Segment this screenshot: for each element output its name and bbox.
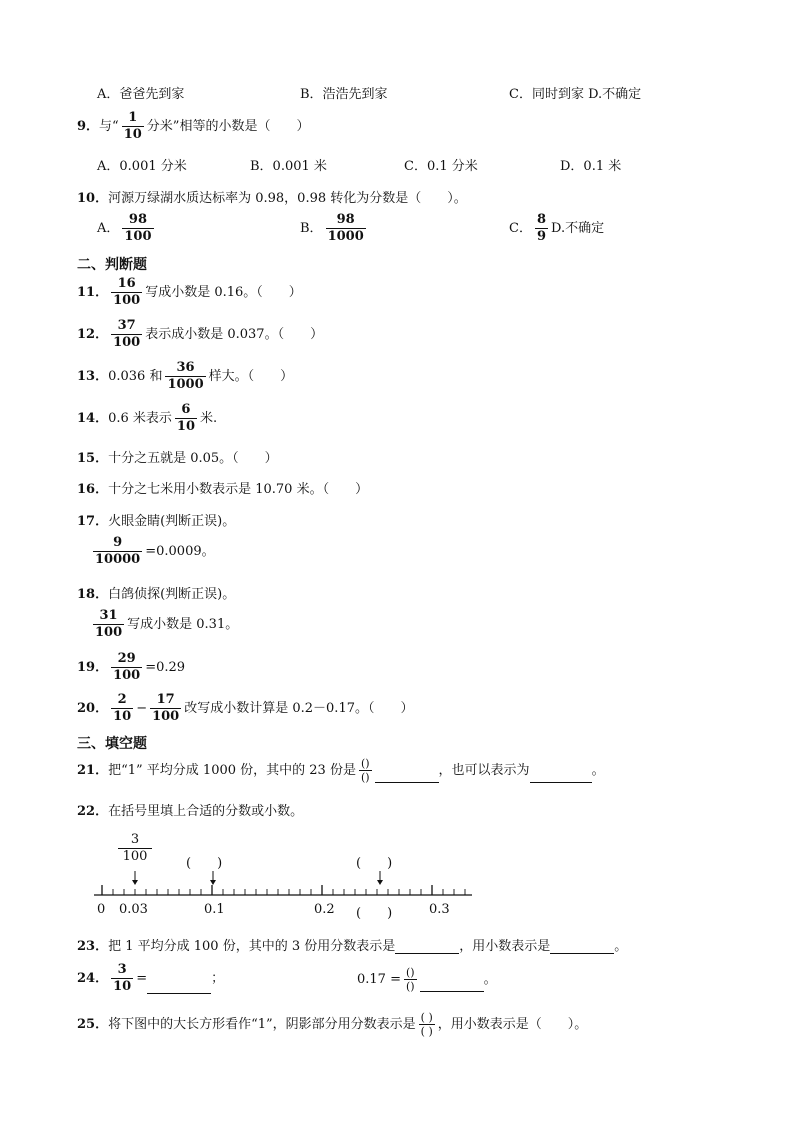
numerator: 1 — [128, 110, 138, 125]
question-text: ，也可以表示为 — [438, 763, 530, 778]
question-text: 把 1 平均分成 100 份，其中的 3 份用分数表示是 — [108, 939, 396, 954]
question-22 — [77, 800, 303, 819]
question-text: 表示成小数是 0.037。（ ） — [145, 327, 324, 342]
statement-text: 写成小数是 0.31。 — [127, 617, 239, 632]
numerator: () — [405, 966, 415, 979]
question-text: 0.6 米表示 — [108, 411, 172, 426]
numerator: 98 — [128, 212, 147, 227]
question-text: 改写成小数计算是 0.2－0.17。（ ） — [184, 701, 414, 716]
question-number: 10． — [77, 191, 109, 206]
question-text: 白鸽侦探(判断正误)。 — [108, 587, 236, 602]
question-text: 在括号里填上合适的分数或小数。 — [108, 804, 304, 819]
denominator: ( ) — [420, 1025, 433, 1038]
option-label: C． — [509, 221, 532, 236]
numberline-label-0-3: 0.3 — [429, 902, 450, 917]
denominator: 100 — [118, 848, 152, 864]
q10-option-c — [509, 213, 604, 244]
question-18-statement — [90, 609, 238, 640]
denominator: () — [405, 980, 415, 993]
numberline-label-0-1: 0.1 — [204, 902, 225, 917]
question-17-statement — [90, 536, 215, 567]
q9-option-b: B．0.001 米 — [250, 159, 327, 174]
denominator: 10000 — [95, 552, 141, 567]
option-label: B． — [300, 221, 323, 236]
fraction — [165, 361, 205, 392]
option-label: A． — [97, 221, 120, 236]
fraction-blank — [359, 758, 372, 783]
question-text: 。 — [591, 763, 605, 778]
fraction — [111, 319, 142, 350]
answer-blank[interactable] — [530, 768, 592, 783]
question-10 — [77, 187, 467, 206]
question-14 — [77, 403, 217, 434]
question-24-left — [77, 963, 224, 994]
question-number: 13． — [77, 369, 109, 384]
question-text: ，用小数表示是 — [459, 939, 551, 954]
question-number: 19． — [77, 660, 109, 675]
numerator: 17 — [156, 692, 175, 707]
numerator: 29 — [117, 651, 136, 666]
q9-option-d: D．0.1 米 — [560, 159, 622, 174]
question-23 — [77, 935, 627, 954]
numerator: ( ) — [420, 1011, 433, 1024]
denominator: 1000 — [327, 229, 364, 244]
question-number: 14． — [77, 411, 109, 426]
option-text: D.不确定 — [551, 221, 605, 236]
question-9 — [77, 111, 309, 142]
question-number: 15． — [77, 451, 109, 466]
question-number: 17． — [77, 514, 109, 529]
numerator: 6 — [181, 402, 191, 417]
question-text: 0.036 和 — [108, 369, 163, 384]
question-text: 把“1” 平均分成 1000 份，其中的 23 份是 — [108, 763, 356, 778]
fraction — [93, 536, 142, 567]
answer-blank[interactable] — [550, 939, 614, 954]
question-text: ，用小数表示是（ ）。 — [437, 1017, 588, 1032]
arrow-head — [210, 880, 216, 885]
answer-blank[interactable] — [420, 977, 484, 992]
question-number: 21． — [77, 763, 109, 778]
q8-option-c: C．同时到家 D.不确定 — [509, 87, 642, 102]
operator: − — [136, 701, 148, 716]
question-number: 18． — [77, 587, 109, 602]
answer-blank[interactable] — [375, 768, 439, 783]
statement-text: =0.0009。 — [145, 544, 215, 559]
question-19 — [77, 652, 185, 683]
numberline-label-0: 0 — [97, 902, 106, 917]
numberline-paren-1: ( ) — [186, 856, 223, 871]
question-25 — [77, 1012, 587, 1037]
denominator: 9 — [536, 229, 546, 244]
denominator: 100 — [113, 293, 141, 308]
denominator: 1000 — [167, 377, 204, 392]
numerator: () — [360, 757, 370, 770]
question-number: 25． — [77, 1017, 109, 1032]
question-number: 22． — [77, 804, 109, 819]
numerator: 3 — [130, 832, 140, 847]
fraction — [122, 213, 153, 244]
question-number: 20． — [77, 701, 109, 716]
question-21 — [77, 758, 605, 783]
question-text: 将下图中的大长方形看作“1”，阴影部分用分数表示是 — [108, 1017, 416, 1032]
numberline-label-0-2: 0.2 — [314, 902, 335, 917]
numerator: 2 — [117, 692, 127, 707]
denominator: 100 — [113, 668, 141, 683]
q9-option-c: C．0.1 分米 — [404, 159, 478, 174]
denominator: () — [360, 771, 370, 784]
fraction — [111, 693, 133, 724]
denominator: 10 — [176, 419, 195, 434]
question-number: 12． — [77, 327, 109, 342]
question-number: 16． — [77, 482, 109, 497]
q9-option-a: A．0.001 分米 — [97, 159, 187, 174]
numerator: 98 — [336, 212, 355, 227]
denominator: 100 — [124, 229, 152, 244]
number-line-ticks — [102, 885, 465, 895]
question-number: 9． — [77, 119, 100, 134]
denominator: 10 — [113, 709, 132, 724]
fraction — [93, 609, 124, 640]
question-17 — [77, 510, 235, 529]
equals-sign: = — [136, 971, 148, 986]
numberline-top-fraction — [118, 833, 152, 864]
question-text: 0.17 = — [357, 972, 401, 987]
denominator: 100 — [152, 709, 180, 724]
numerator: 3 — [117, 962, 127, 977]
section-heading-fill-in: 三、填空题 — [77, 736, 147, 752]
question-text: 十分之五就是 0.05。（ ） — [108, 451, 278, 466]
numberline-label-0-03: 0.03 — [119, 902, 148, 917]
numerator: 16 — [117, 276, 136, 291]
fraction — [111, 652, 142, 683]
question-11 — [77, 277, 302, 308]
question-13 — [77, 361, 293, 392]
numerator: 37 — [117, 318, 136, 333]
fraction — [535, 213, 548, 244]
q10-option-b — [300, 213, 369, 244]
answer-blank[interactable] — [147, 979, 211, 994]
numerator: 9 — [113, 535, 123, 550]
arrow-head — [132, 880, 138, 885]
q8-option-b: B．浩浩先到家 — [300, 87, 388, 102]
q8-option-a: A．爸爸先到家 — [97, 87, 185, 102]
denominator: 10 — [113, 979, 132, 994]
question-text: 样大。（ ） — [208, 369, 294, 384]
fraction-blank — [404, 967, 417, 992]
question-text: 火眼金睛(判断正误)。 — [108, 514, 236, 529]
question-text: ； — [211, 971, 225, 986]
question-text: 。 — [614, 939, 628, 954]
question-text: 。 — [483, 972, 497, 987]
numberline-paren-bottom: ( ) — [356, 906, 393, 921]
numerator: 8 — [536, 212, 546, 227]
q10-option-a — [97, 213, 157, 244]
question-text: 写成小数是 0.16。（ ） — [145, 285, 302, 300]
fraction — [175, 403, 197, 434]
question-number: 24． — [77, 971, 109, 986]
denominator: 10 — [123, 127, 142, 142]
number-line — [90, 865, 480, 905]
denominator: 100 — [95, 625, 123, 640]
question-text: 十分之七米用小数表示是 10.70 米。（ ） — [108, 482, 369, 497]
fraction — [150, 693, 181, 724]
question-text: =0.29 — [145, 660, 186, 675]
fraction — [111, 963, 133, 994]
denominator: 100 — [113, 335, 141, 350]
section-heading-judgement: 二、判断题 — [77, 257, 147, 273]
numerator: 31 — [99, 608, 118, 623]
question-24-right — [357, 967, 497, 992]
answer-blank[interactable] — [395, 939, 459, 954]
fraction-blank — [419, 1012, 435, 1037]
numerator: 36 — [176, 360, 195, 375]
fraction — [326, 213, 366, 244]
question-text: 河源万绿湖水质达标率为 0.98，0.98 转化为分数是（ ）。 — [108, 191, 467, 206]
question-text: 与“ — [99, 119, 119, 134]
question-number: 11． — [77, 285, 109, 300]
fraction — [111, 277, 142, 308]
question-16 — [77, 478, 368, 497]
question-text: 分米”相等的小数是（ ） — [146, 119, 310, 134]
question-15 — [77, 447, 278, 466]
question-20 — [77, 693, 414, 724]
numberline-paren-2: ( ) — [356, 856, 393, 871]
question-12 — [77, 319, 323, 350]
fraction — [122, 111, 144, 142]
question-number: 23． — [77, 939, 109, 954]
arrow-head — [377, 880, 383, 885]
question-18 — [77, 583, 235, 602]
question-text: 米. — [200, 411, 218, 426]
